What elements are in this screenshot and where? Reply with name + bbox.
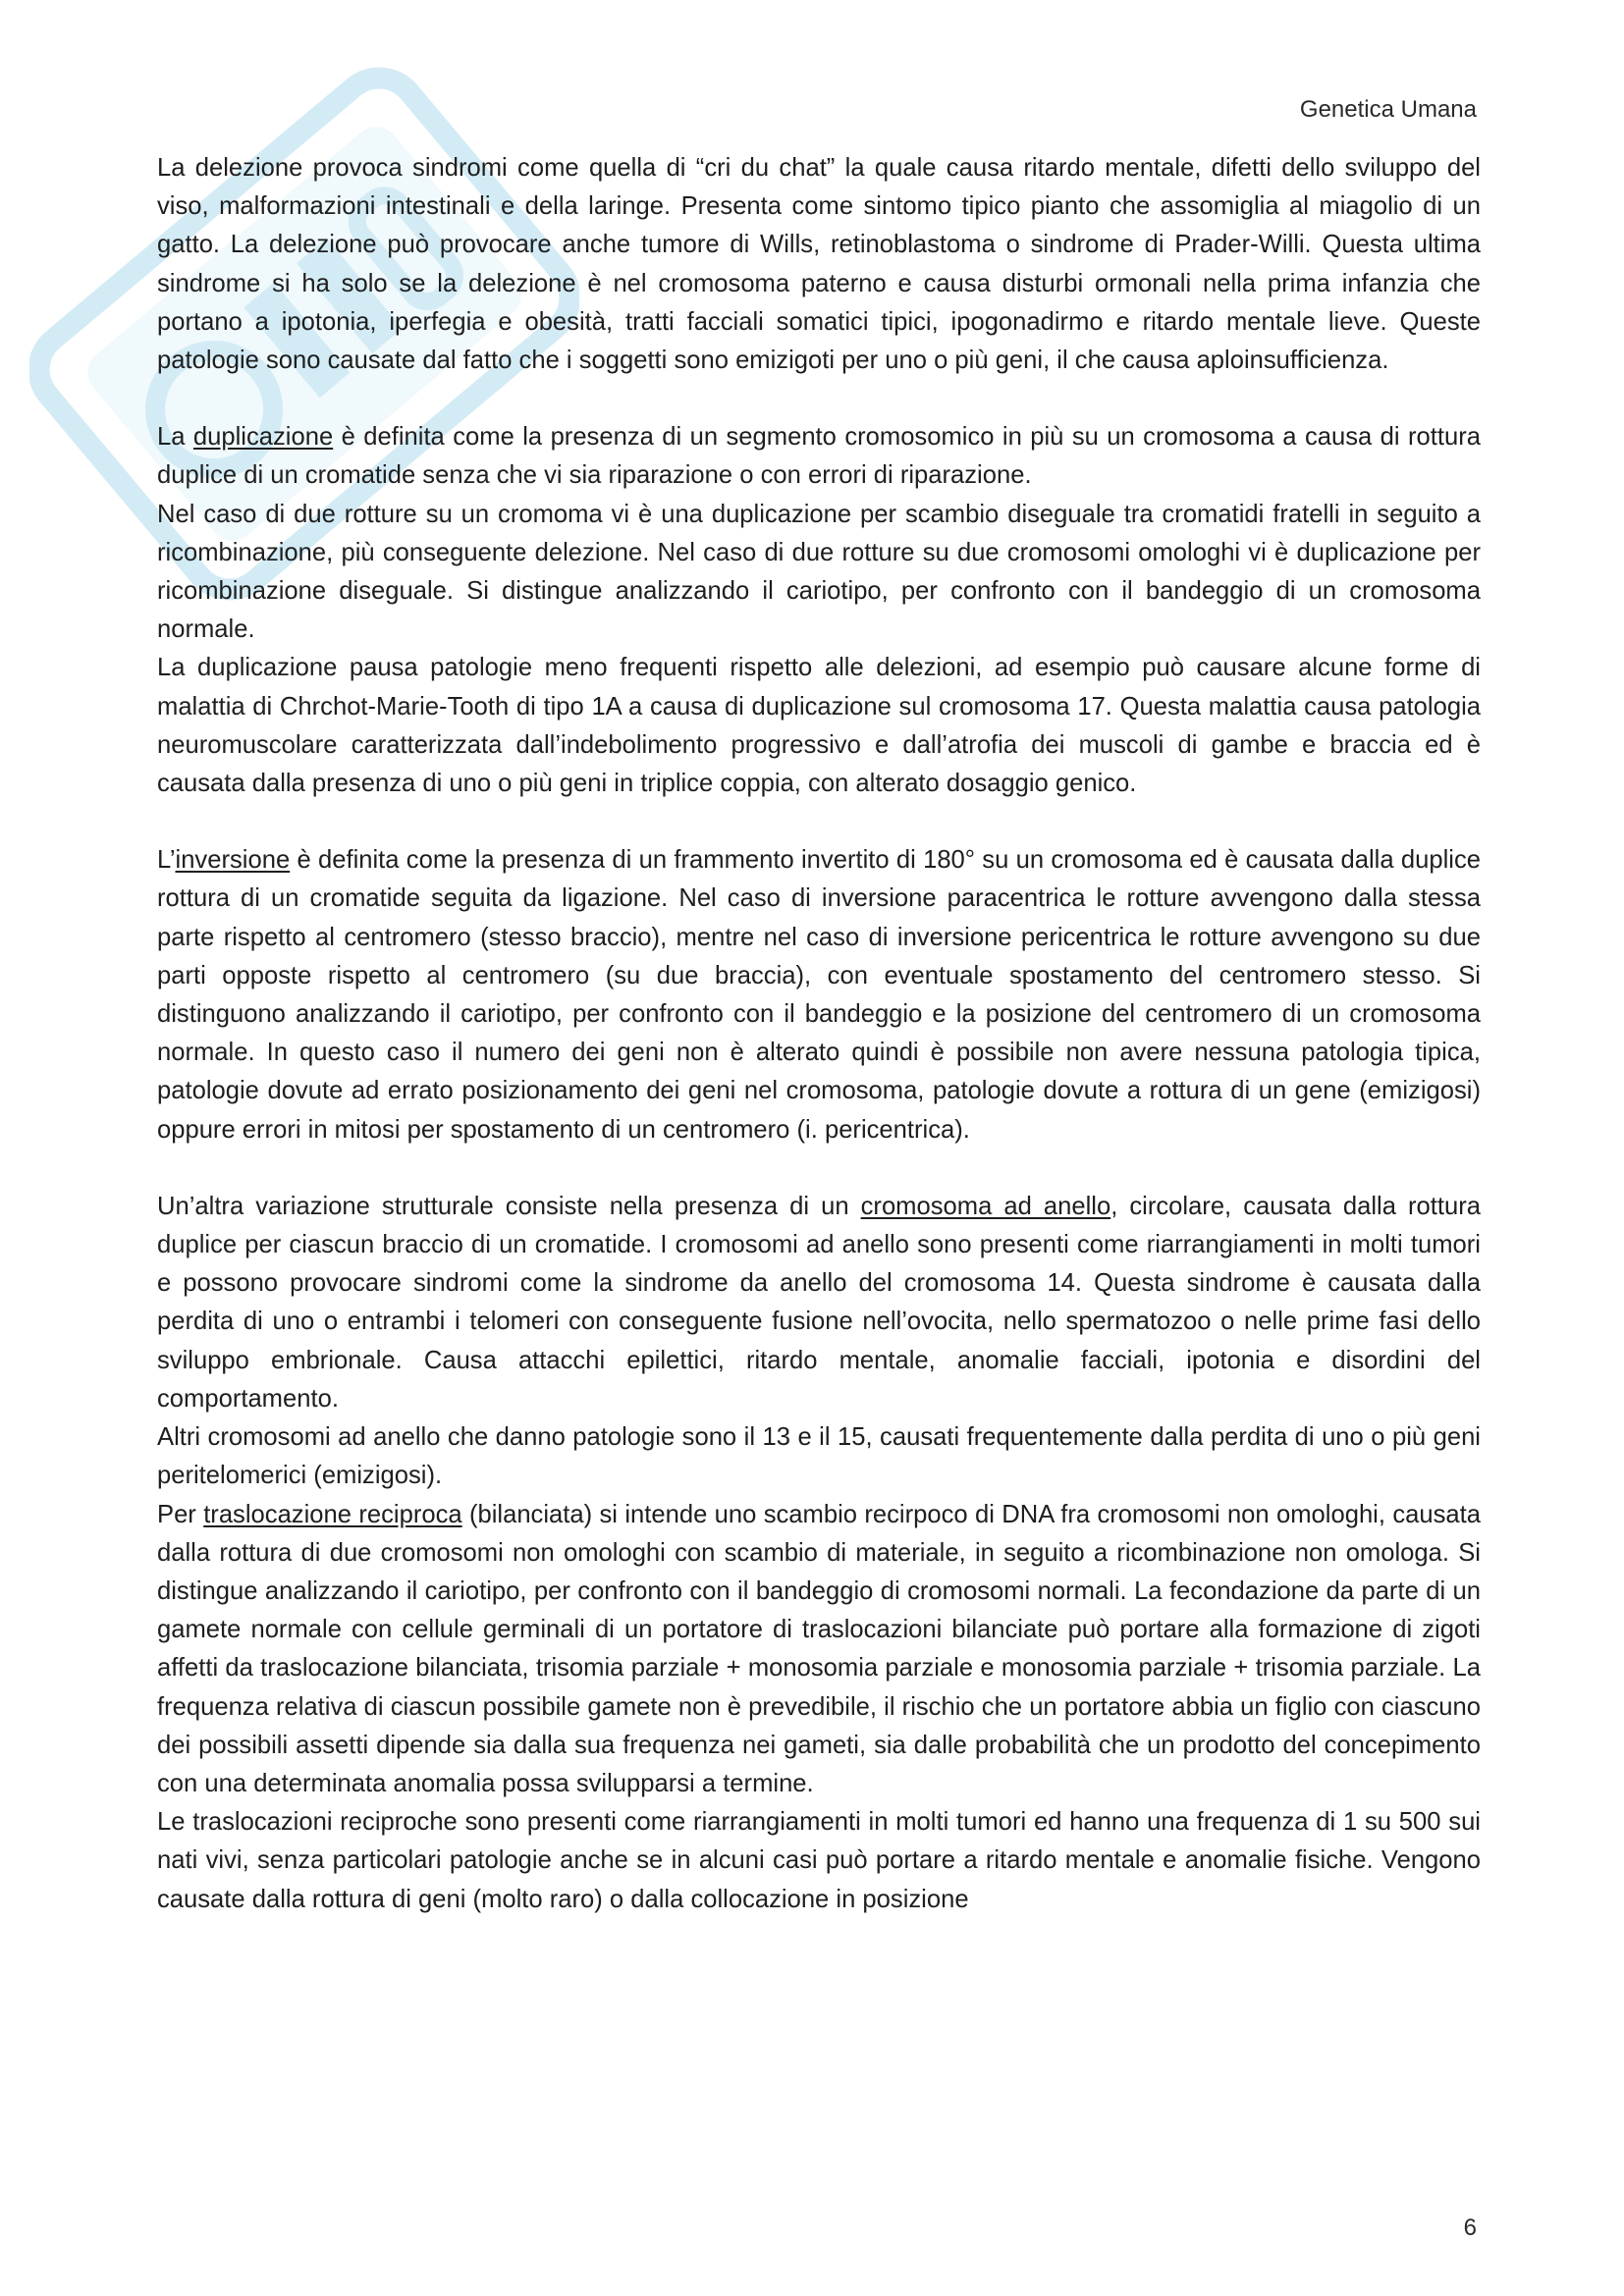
page-number: 6 [1463, 2215, 1477, 2241]
paragraph-cromosoma-anello [157, 1188, 1481, 1418]
text-segment: Per [157, 1500, 204, 1528]
document-body [157, 149, 1481, 1919]
text-segment: , circolare, causata dalla rottura duplice per ciascun braccio di un cromatide. I cromosomi ad anello sono presenti come riarrangiamenti in molti tumori e possono provocare sindromi come la sindrome da anello del cromosoma 14. Questa sindrome è causata dalla perdita di uno o entrambi i telomeri con conseguente fusione nell’ovocita, nello spermatozoo o nelle prime fasi dello sviluppo embrionale. Causa attacchi epilettici, ritardo mentale, anomalie facciali, ipotonia e disordini del comportamento. [157, 1192, 1481, 1413]
paragraph-traslocazione-reciproca [157, 1496, 1481, 1804]
paragraph-delezione: La delezione provoca sindromi come quella di “cri du chat” la quale causa ritardo mentale, difetti dello sviluppo del viso, malformazioni intestinali e della laringe. Presenta come sintomo tipico pianto che assomiglia al miagolio di un gatto. La delezione può provocare anche tumore di Wills, retinoblastoma o sindrome di Prader-Willi. Questa ultima sindrome si ha solo se la delezione è nel cromosoma paterno e causa disturbi ormonali nella prima infanzia che portano a ipotonia, iperfegia e obesità, tratti facciali somatici tipici, ipogonadirmo e ritardo mentale lieve. Queste patologie sono causate dal fatto che i soggetti sono emizigoti per uno o più geni, il che causa aploinsufficienza. [157, 154, 1481, 375]
paragraph-duplicazione [157, 418, 1481, 495]
paragraph-traslocazioni-tumori: Le traslocazioni reciproche sono presenti come riarrangiamenti in molti tumori ed hanno una frequenza di 1 su 500 sui nati vivi, senza particolari patologie anche se in alcuni casi può portare a ritardo mentale e anomalie fisiche. Vengono causate dalla rottura di geni (molto raro) o dalla collocazione in posizione [157, 1808, 1481, 1913]
term-inversione: inversione [175, 846, 291, 875]
term-cromosoma-ad-anello: cromosoma ad anello [860, 1192, 1111, 1220]
text-segment: L’ [157, 846, 176, 875]
text-segment: La [157, 423, 193, 452]
text-segment: è definita come la presenza di un segmento cromosomico in più su un cromosoma a causa di rottura duplice di un cromatide senza che vi sia riparazione o con errori di riparazione. [157, 423, 1481, 490]
paragraph-duplicazione-patologie: La duplicazione pausa patologie meno frequenti rispetto alle delezioni, ad esempio può causare alcune forme di malattia di Chrchot-Marie-Tooth di tipo 1A a causa di duplicazione sul cromosoma 17. Questa malattia causa patologia neuromuscolare caratterizzata dall’indebolimento progressivo e dall’atrofia dei muscoli di gambe e braccia ed è causata dalla presenza di uno o più geni in triplice coppia, con alterato dosaggio genico. [157, 654, 1481, 798]
paragraph-duplicazione-rotture: Nel caso di due rotture su un cromoma vi è una duplicazione per scambio diseguale tra cromatidi fratelli in seguito a ricombinazione, più conseguente delezione. Nel caso di due rotture su due cromosomi omologhi vi è duplicazione per ricombinazione diseguale. Si distingue analizzando il cariotipo, per confronto con il bandeggio di un cromosoma normale. [157, 500, 1481, 644]
text-segment: (bilanciata) si intende uno scambio recirpoco di DNA fra cromosomi non omologhi, causata dalla rottura di due cromosomi non omologhi con scambio di materiale, in seguito a ricombinazione non omologa. Si distingue analizzando il cariotipo, per confronto con il bandeggio di cromosomi normali. La fecondazione da parte di un gamete normale con cellule germinali di un portatore di traslocazioni bilanciate può portare alla formazione di zigoti affetti da traslocazione bilanciata, trisomia parziale + monosomia parziale e monosomia parziale + trisomia parziale. La frequenza relativa di ciascun possibile gamete non è prevedibile, il rischio che un portatore abbia un figlio con ciascuno dei possibili assetti dipende sia dalla sua frequenza nei gameti, sia dalle probabilità che un prodotto del concepimento con una determinata anomalia possa svilupparsi a termine. [157, 1500, 1481, 1797]
term-traslocazione-reciproca: traslocazione reciproca [203, 1500, 462, 1528]
text-segment: è definita come la presenza di un frammento invertito di 180° su un cromosoma ed è causata dalla duplice rottura di un cromatide seguita da ligazione. Nel caso di inversione paracentrica le rotture avvengono dalla stessa parte rispetto al centromero (stesso braccio), mentre nel caso di inversione pericentrica le rotture avvengono su due parti opposte rispetto al centromero (su due braccia), con eventuale spostamento del centromero stesso. Si distinguono analizzando il cariotipo, per confronto con il bandeggio e la posizione del centromero di un cromosoma normale. In questo caso il numero dei geni non è alterato quindi è possibile non avere nessuna patologia tipica, patologie dovute ad errato posizionamento dei geni nel cromosoma, patologie dovute a rottura di un gene (emizigosi) oppure errori in mitosi per spostamento di un centromero (i. pericentrica). [157, 846, 1481, 1144]
running-header: Genetica Umana [1299, 96, 1477, 123]
term-duplicazione: duplicazione [192, 423, 334, 452]
paragraph-inversione [157, 841, 1481, 1149]
text-segment: Un’altra variazione strutturale consiste nella presenza di un [157, 1192, 861, 1220]
paragraph-altri-anelli: Altri cromosomi ad anello che danno patologie sono il 13 e il 15, causati frequentemente dalla perdita di uno o più geni peritelomerici (emizigosi). [157, 1423, 1481, 1490]
